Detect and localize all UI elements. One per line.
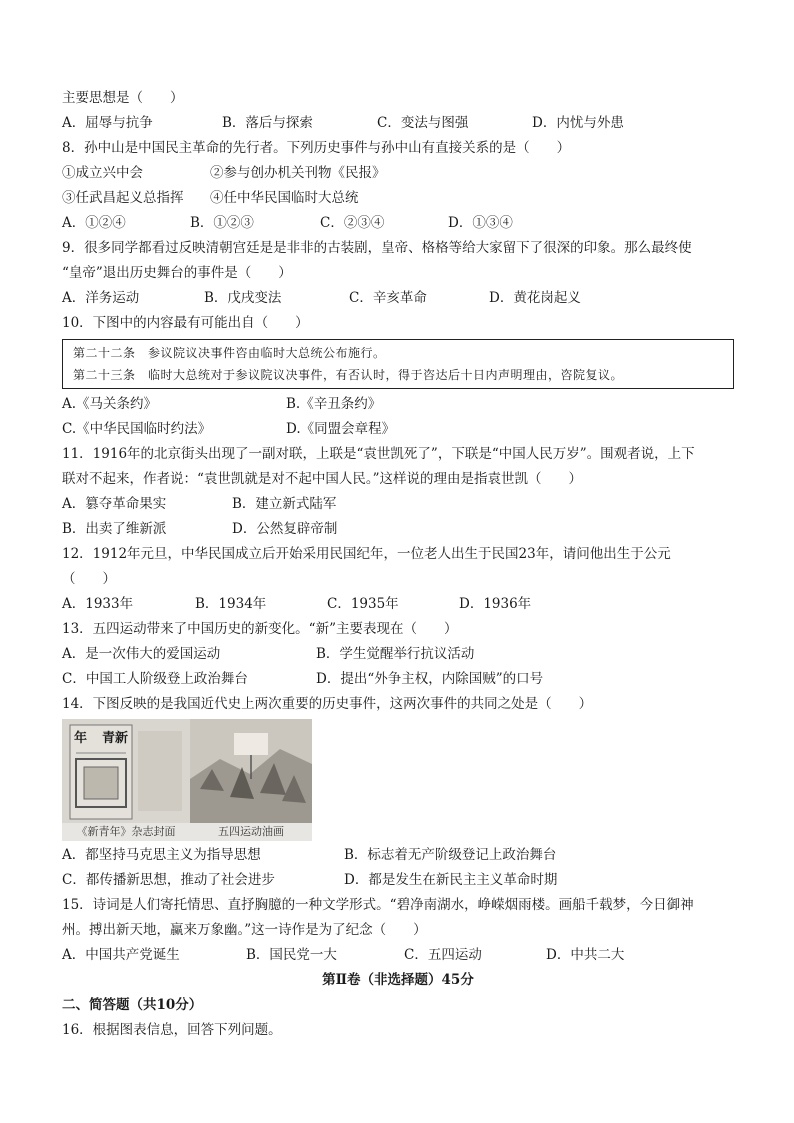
q10-article-22: 第二十二条 参议院议决事件咨由临时大总统公布施行。 [73,346,386,360]
q15-option-d[interactable]: D．中共二大 [546,947,625,963]
q14-images [62,719,734,841]
q11-option-b[interactable]: B．建立新式陆军 [232,496,337,512]
q11-option-c[interactable]: B．出卖了维新派 [62,521,167,537]
new-youth-cover-image [62,719,190,841]
q8-item-3: ③任武昌起义总指挥 [62,190,184,206]
q13-option-c[interactable]: C．中国工人阶级登上政治舞台 [62,671,248,687]
oil-painting-illustration [190,719,312,823]
q8-option-c[interactable]: C．②③④ [320,215,385,231]
q10-option-b[interactable]: B.《辛丑条约》 [286,396,382,412]
q8-items-row2 [62,186,734,211]
q11-stem-line1: 11．1916年的北京街头出现了一副对联，上联是“袁世凯死了”，下联是“中国人民万岁”。围观者说，上下 [62,446,695,462]
q10-option-c[interactable]: C.《中华民国临时约法》 [62,421,212,437]
part-two-title: 第Ⅱ卷（非选择题）45分 [322,972,474,988]
q8-item-2: ②参与创办机关刊物《民报》 [210,165,386,181]
q16-stem: 16．根据图表信息，回答下列问题。 [62,1022,282,1038]
q9-option-a[interactable]: A．洋务运动 [62,290,140,306]
q8-option-d[interactable]: D．①③④ [448,215,513,231]
q14-stem: 14．下图反映的是我国近代史上两次重要的历史事件，这两次事件的共同之处是（ ） [62,696,593,712]
q14-option-a[interactable]: A．都坚持马克思主义为指导思想 [62,847,261,863]
q12-stem-line1: 12．1912年元旦，中华民国成立后开始采用民国纪年，一位老人出生于民国23年，请问他出生于公元 [62,546,671,562]
q8-item-4: ④任中华民国临时大总统 [210,190,359,206]
caption-new-youth: 《新青年》杂志封面 [62,823,190,841]
q9-option-c[interactable]: C．辛亥革命 [349,290,427,306]
q15-option-a[interactable]: A．中国共产党诞生 [62,947,180,963]
q10-option-a[interactable]: A.《马关条约》 [62,396,158,412]
q13-option-b[interactable]: B．学生觉醒举行抗议活动 [316,646,475,662]
q11-stem-line2: 联对不起来，作者说：“袁世凯就是对不起中国人民。”这样说的理由是指袁世凯（ ） [62,471,583,487]
q14-options-row2 [62,868,734,893]
q14-option-b[interactable]: B．标志着无产阶级登记上政治舞台 [344,847,557,863]
q10-options-row2 [62,417,734,442]
q9-options [62,286,734,311]
may-fourth-painting-image [190,719,312,841]
q9-option-b[interactable]: B．戊戌变法 [204,290,282,306]
q7-option-c[interactable]: C．变法与图强 [377,115,469,131]
q11-options-row2 [62,517,734,542]
q12-option-a[interactable]: A．1933年 [62,596,134,612]
q12-option-c[interactable]: C．1935年 [327,596,399,612]
q9-stem-line2: “皇帝”退出历史舞台的事件是（ ） [62,265,292,281]
q15-stem-line2: 州。搏出新天地，赢来万象幽。”这一诗作是为了纪念（ ） [62,922,427,938]
q14-options-row1 [62,843,734,868]
magazine-title-right: 青新 [102,731,129,746]
q15-stem-line1: 15．诗词是人们寄托情思、直抒胸臆的一种文学形式。“碧净南湖水，峥嵘烟雨楼。画船千载梦，今日御神 [62,897,694,913]
q10-options-row1 [62,392,734,417]
q13-options-row1 [62,642,734,667]
q13-stem: 13．五四运动带来了中国历史的新变化。“新”主要表现在（ ） [62,621,458,637]
q11-options-row1 [62,492,734,517]
q13-option-a[interactable]: A．是一次伟大的爱国运动 [62,646,221,662]
q8-items-row1 [62,161,734,186]
q9-option-d[interactable]: D．黄花岗起义 [489,290,581,306]
q14-option-d[interactable]: D．都是发生在新民主主义革命时期 [344,872,558,888]
q8-option-b[interactable]: B．①②③ [190,215,254,231]
q10-document-excerpt [62,339,734,389]
q15-option-b[interactable]: B．国民党一大 [246,947,337,963]
q10-article-23: 第二十三条 临时大总统对于参议院议决事件，有否认时，得于咨达后十日内声明理由，咨院复议。 [73,368,624,382]
q7-option-b[interactable]: B．落后与探索 [222,115,313,131]
q7-options [62,111,734,136]
q12-options [62,592,734,617]
q11-option-a[interactable]: A．篡夺革命果实 [62,496,167,512]
q12-option-b[interactable]: B．1934年 [195,596,267,612]
q13-option-d[interactable]: D．提出“外争主权，内除国贼”的口号 [316,671,544,687]
q8-item-1: ①成立兴中会 [62,165,143,181]
exam-page [62,86,734,1043]
q8-options [62,211,734,236]
q8-option-a[interactable]: A．①②④ [62,215,126,231]
q7-stem-tail: 主要思想是（ ） [62,90,184,106]
q14-option-c[interactable]: C．都传播新思想，推动了社会进步 [62,872,275,888]
q15-option-c[interactable]: C．五四运动 [404,947,482,963]
caption-may-fourth: 五四运动油画 [190,823,312,841]
q15-options [62,943,734,968]
q13-options-row2 [62,667,734,692]
q10-option-d[interactable]: D.《同盟会章程》 [286,421,396,437]
q10-stem: 10．下图中的内容最有可能出自（ ） [62,315,309,331]
q7-option-d[interactable]: D．内忧与外患 [532,115,624,131]
section-short-answer: 二、简答题（共10分） [62,997,203,1013]
q7-option-a[interactable]: A．屈辱与抗争 [62,115,153,131]
magazine-title-left: 年 [74,731,88,746]
q11-option-d[interactable]: D．公然复辟帝制 [232,521,338,537]
q12-option-d[interactable]: D．1936年 [459,596,532,612]
q12-stem-line2: （ ） [62,571,116,587]
q8-stem: 8．孙中山是中国民主革命的先行者。下列历史事件与孙中山有直接关系的是（ ） [62,140,571,156]
q9-stem-line1: 9．很多同学都看过反映清朝宫廷是是非非的古装剧，皇帝、格格等给大家留下了很深的印象。那么最终使 [62,240,692,256]
